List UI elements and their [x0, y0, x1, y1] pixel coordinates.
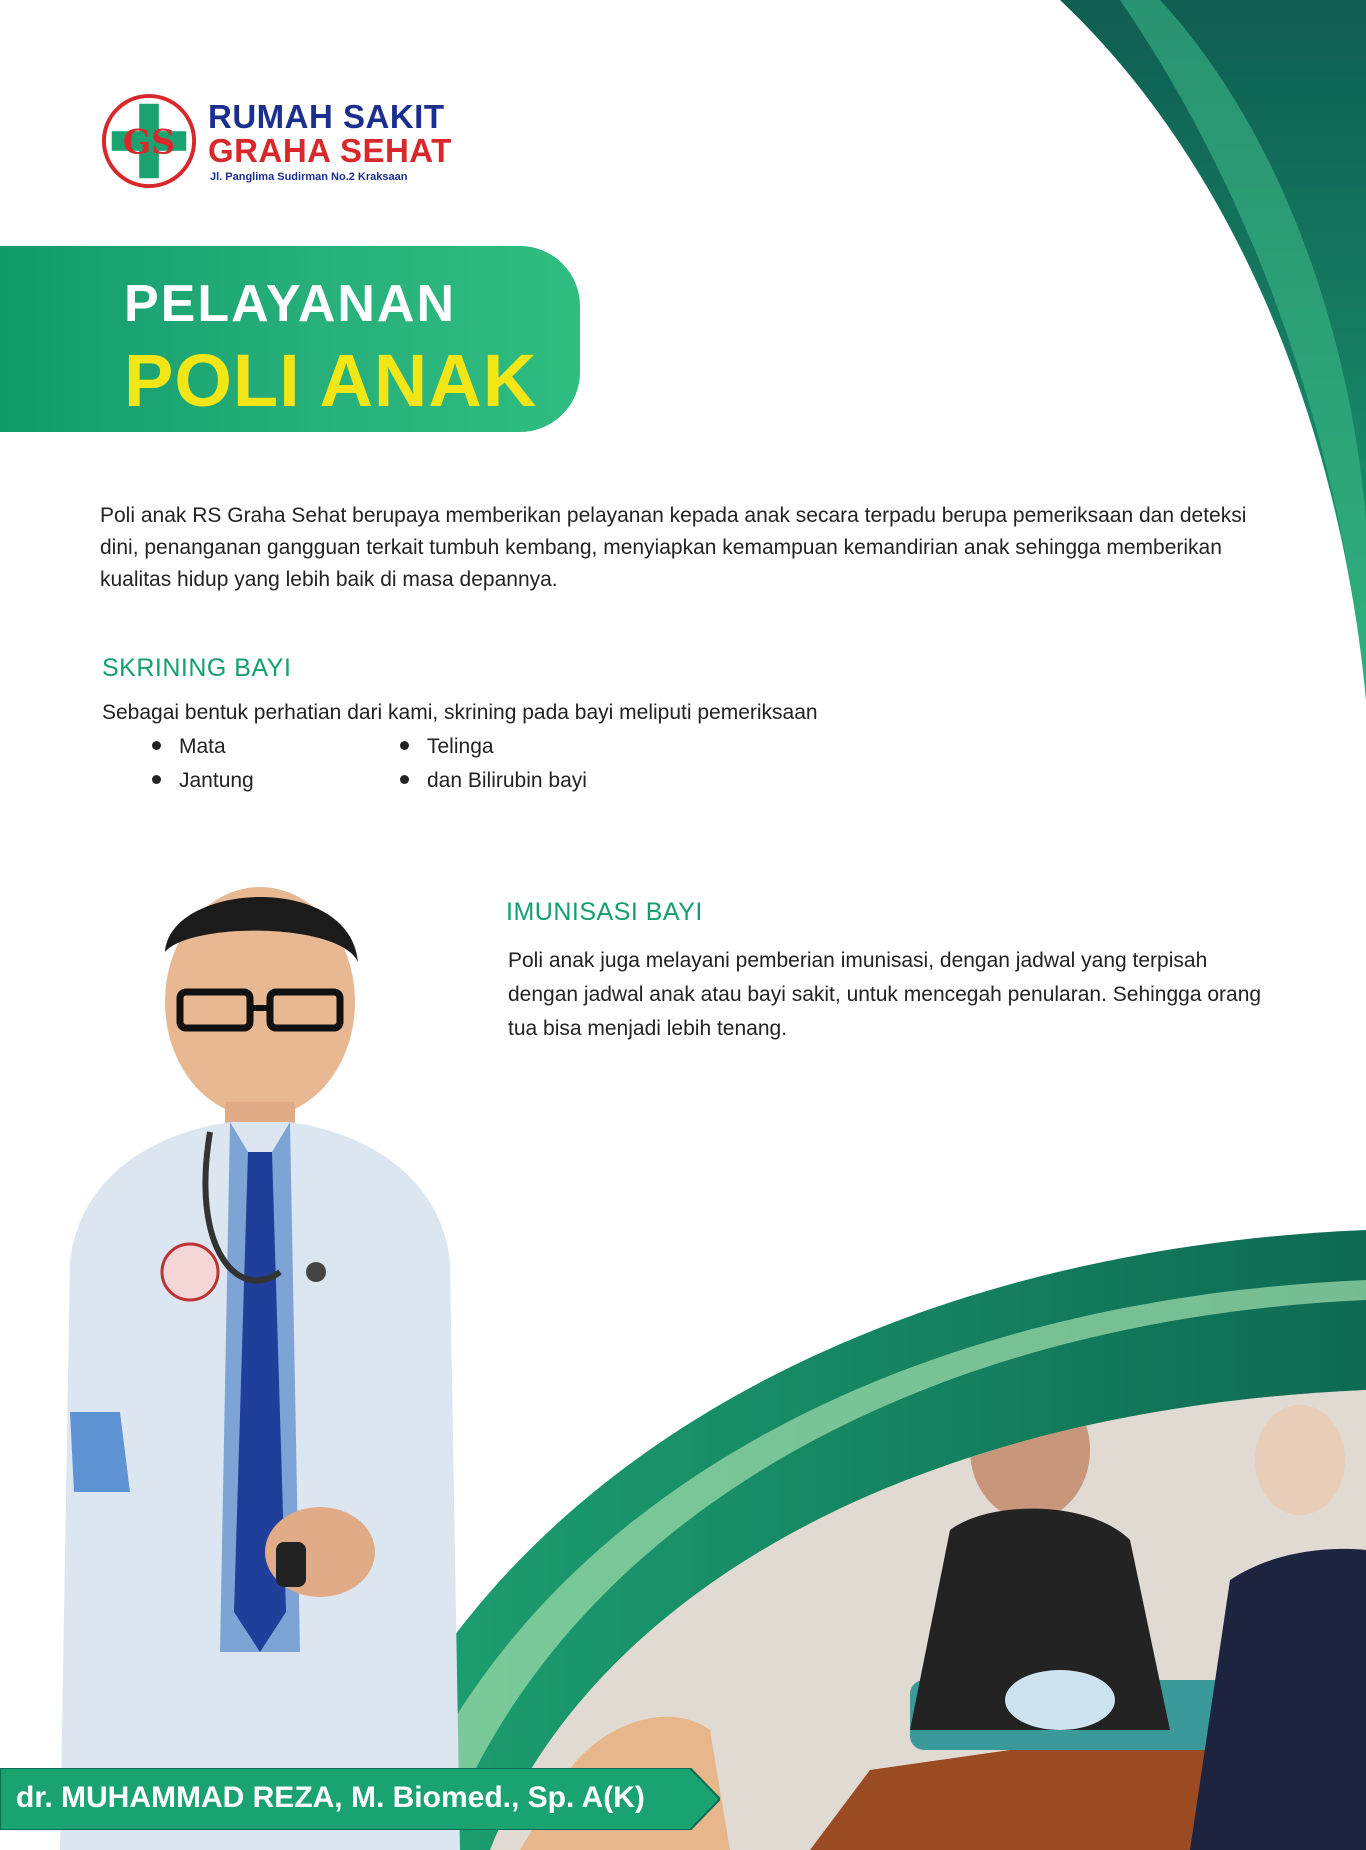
skrining-heading: SKRINING BAYI [102, 654, 292, 682]
imunisasi-text: Poli anak juga melayani pemberian imunisasi, dengan jadwal yang terpisah dengan jadwal anak atau bayi sakit, untuk mencegah penularan. Sehingga orang tua bisa menjadi lebih tenang. [508, 949, 1262, 1040]
banner-title-line1: PELAYANAN [124, 275, 457, 333]
imunisasi-heading: IMUNISASI BAYI [506, 898, 703, 926]
title-banner [0, 246, 580, 432]
logo-emblem-icon [100, 92, 198, 190]
logo-address: Jl. Panglima Sudirman No.2 Kraksaan [210, 171, 408, 183]
skrining-item: Mata [152, 735, 226, 759]
hospital-logo [100, 90, 480, 200]
bullet-icon [400, 775, 409, 784]
bullet-icon [400, 741, 409, 750]
skrining-item: Jantung [152, 769, 254, 793]
intro-paragraph: Poli anak RS Graha Sehat berupaya memberikan pelayanan kepada anak secara terpadu berupa pemeriksaan dan deteksi dini, penanganan gangguan terkait tumbuh kembang, menyiapkan kemampuan kemandirian anak sehingga memberikan kualitas hidup yang lebih baik di masa depannya. [100, 504, 1247, 591]
bullet-icon [152, 775, 161, 784]
logo-name-line1: RUMAH SAKIT [208, 98, 445, 135]
banner-title-line2: POLI ANAK [124, 339, 538, 422]
doctor-name: dr. MUHAMMAD REZA, M. Biomed., Sp. A(K) [16, 1781, 645, 1814]
bullet-icon [152, 741, 161, 750]
skrining-text: Sebagai bentuk perhatian dari kami, skrining pada bayi meliputi pemeriksaan [102, 701, 818, 724]
skrining-item: dan Bilirubin bayi [400, 769, 587, 793]
logo-monogram: GS [122, 122, 176, 162]
skrining-item: Telinga [400, 735, 494, 759]
logo-name-line2: GRAHA SEHAT [208, 132, 452, 169]
doctor-photo [40, 852, 480, 1850]
